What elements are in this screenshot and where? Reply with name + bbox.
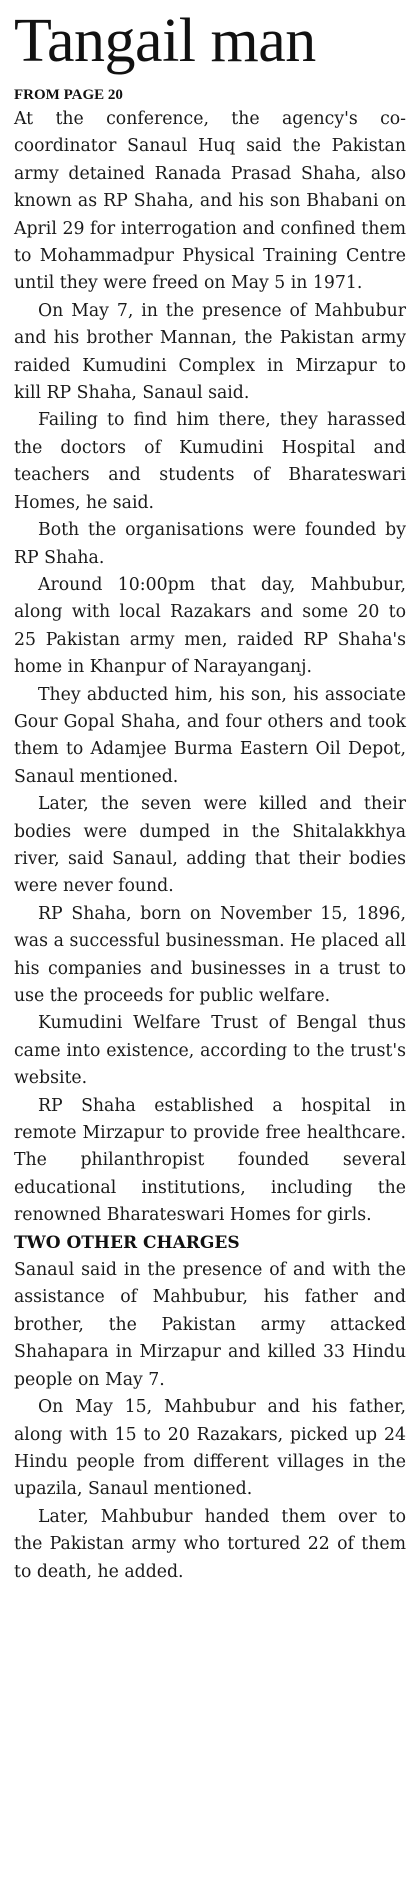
article-paragraph: Failing to find him there, they harassed the doctors of Kumudini Hospital and teachers and students of Bharateswari Homes, he said. [14,410,406,513]
headline: Tangail man [14,7,316,75]
article-paragraph: Later, Mahbubur handed them over to the Pakistan army who tortured 22 of them to death, he added. [14,1506,406,1582]
article-paragraph: On May 7, in the presence of Mahbubur and his brother Mannan, the Pakistan army raided Kumudini Complex in Mirzapur to kill RP Shaha, Sanaul said. [14,300,406,404]
article-paragraph: On May 15, Mahbubur and his father, along with 15 to 20 Razakars, picked up 24 Hindu people from different villages in the upazila, Sanaul mentioned. [14,1397,406,1500]
continued-from-label: FROM PAGE 20 [14,87,123,103]
article-paragraph: Around 10:00pm that day, Mahbubur, along with local Razakars and some 20 to 25 Pakistan army men, raided RP Shaha's home in Khanpur of Narayanganj. [14,574,406,678]
article-paragraph: At the conference, the agency's co-coordinator Sanaul Huq said the Pakistan army detained Ranada Prasad Shaha, also known as RP Shaha, and his son Bhabani on April 29 for interrogation and confined them to Mohammadpur Physical Training Centre until they were freed on May 5 in 1971. [14,109,406,294]
article-paragraph: They abducted him, his son, his associate Gour Gopal Shaha, and four others and took them to Adamjee Burma Eastern Oil Depot, Sanaul mentioned. [14,684,406,787]
article-paragraph: Sanaul said in the presence of and with the assistance of Mahbubur, his father and brother, the Pakistan army attacked Shahapara in Mirzapur and killed 33 Hindu people on May 7. [14,1260,406,1390]
article-paragraph: Both the organisations were founded by RP Shaha. [14,520,406,568]
article-paragraph: RP Shaha, born on November 15, 1896, was a successful businessman. He placed all his companies and businesses in a trust to use the proceeds for public welfare. [14,903,406,1006]
article-paragraph: RP Shaha established a hospital in remote Mirzapur to provide free healthcare. The philanthropist founded several educational institutions, including the renowned Bharateswari Homes for girls. [14,1095,406,1226]
section-subheading: TWO OTHER CHARGES [14,1232,240,1253]
article-paragraph: Later, the seven were killed and their bodies were dumped in the Shitalakkhya river, said Sanaul, adding that their bodies were never found. [14,794,406,897]
article-paragraph: Kumudini Welfare Trust of Bengal thus came into existence, according to the trust's website. [14,1013,406,1089]
